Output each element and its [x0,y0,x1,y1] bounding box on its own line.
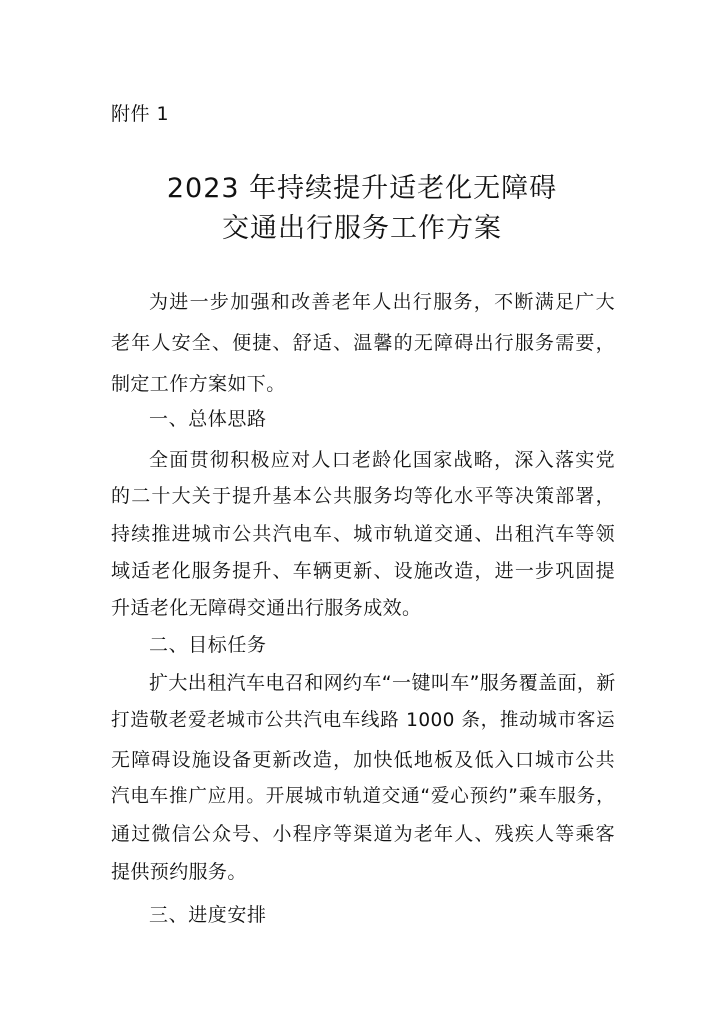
section-2-heading: 二、目标任务 [149,634,267,656]
section-1-line-5: 升适老化无障碍交通出行服务成效。 [111,597,422,619]
attachment-label: 附件 1 [111,103,170,125]
intro-line-2: 老年人安全、便捷、舒适、温馨的无障碍出行服务需要， [111,332,615,354]
section-1-line-1: 全面贯彻积极应对人口老龄化国家战略，深入落实党 [149,449,615,471]
section-1-line-3: 持续推进城市公共汽电车、城市轨道交通、出租汽车等领 [111,523,615,545]
section-2-line-3: 无障碍设施设备更新改造，加快低地板及低入口城市公共 [111,749,615,771]
section-2-line-2: 打造敬老爱老城市公共汽电车线路 1000 条，推动城市客运 [111,710,615,731]
section-2-line-4: 汽电车推广应用。开展城市轨道交通“爱心预约”乘车服务， [111,786,615,807]
section-2-line-6: 提供预约服务。 [111,861,247,883]
section-2-line-5: 通过微信公众号、小程序等渠道为老年人、残疾人等乘客 [111,823,615,845]
intro-line-3: 制定工作方案如下。 [111,373,286,395]
intro-line-1: 为进一步加强和改善老年人出行服务，不断满足广大 [149,291,615,313]
section-2-line-1: 扩大出租汽车电召和网约车“一键叫车”服务覆盖面，新 [149,672,616,694]
section-1-heading: 一、总体思路 [149,408,267,430]
section-3-heading: 三、进度安排 [149,904,267,926]
section-1-line-2: 的二十大关于提升基本公共服务均等化水平等决策部署， [111,485,615,507]
section-1-line-4: 域适老化服务提升、车辆更新、设施改造，进一步巩固提 [111,560,615,582]
document-title-line-1: 2023 年持续提升适老化无障碍 [166,173,558,204]
document-title-line-2: 交通出行服务工作方案 [222,213,502,244]
